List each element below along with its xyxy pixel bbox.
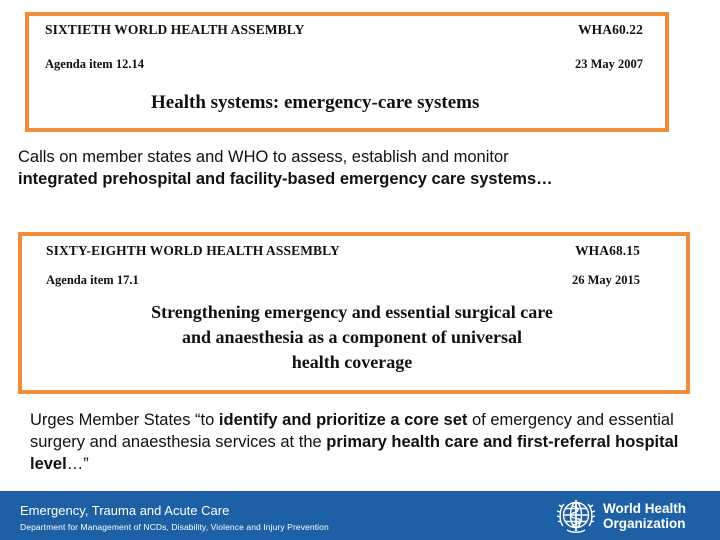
resolution-wha68-box — [18, 232, 690, 394]
caption-wha68 — [30, 409, 700, 475]
caption-text: …” — [66, 455, 89, 473]
agenda-item: Agenda item 12.14 — [45, 57, 144, 71]
footer-bar — [0, 491, 720, 540]
caption-text: of emergency and essential surgery and anaesthesia services at the — [30, 411, 674, 451]
caption-line: Calls on member states and WHO to assess, establish and monitor — [18, 148, 509, 166]
resolution-date: 26 May 2015 — [571, 273, 640, 287]
who-emblem-icon — [555, 495, 597, 537]
caption-emphasis: identify and prioritize a core set — [218, 411, 468, 429]
title-line: Strengthening emergency and essential surgical care — [151, 302, 553, 322]
resolution-code: WHA68.15 — [575, 243, 640, 258]
assembly-name: SIXTIETH WORLD HEALTH ASSEMBLY — [45, 22, 305, 37]
title-line: and anaesthesia as a component of universal — [181, 327, 523, 347]
footer-title: Emergency, Trauma and Acute Care — [20, 503, 230, 518]
resolution-wha60-box — [25, 12, 669, 132]
org-name-line: Organization — [603, 516, 686, 531]
resolution-date: 23 May 2007 — [574, 57, 643, 71]
caption-line-bold: integrated prehospital and facility-based emergency care systems… — [18, 170, 553, 188]
caption-wha60 — [18, 146, 718, 190]
resolution-title: Health systems: emergency-care systems — [151, 92, 480, 113]
assembly-name: SIXTY-EIGHTH WORLD HEALTH ASSEMBLY — [46, 243, 340, 258]
caption-emphasis: primary health care and first-referral hospital level — [30, 433, 679, 473]
resolution-title — [62, 300, 642, 375]
org-name-line: World Health — [603, 501, 687, 516]
footer-department: Department for Management of NCDs, Disability, Violence and Injury Prevention — [20, 522, 329, 532]
who-wordmark — [603, 501, 686, 531]
resolution-code: WHA60.22 — [578, 22, 643, 37]
title-line: health coverage — [291, 352, 413, 372]
agenda-item: Agenda item 17.1 — [46, 273, 139, 287]
caption-text: Urges Member States “to — [30, 411, 219, 429]
